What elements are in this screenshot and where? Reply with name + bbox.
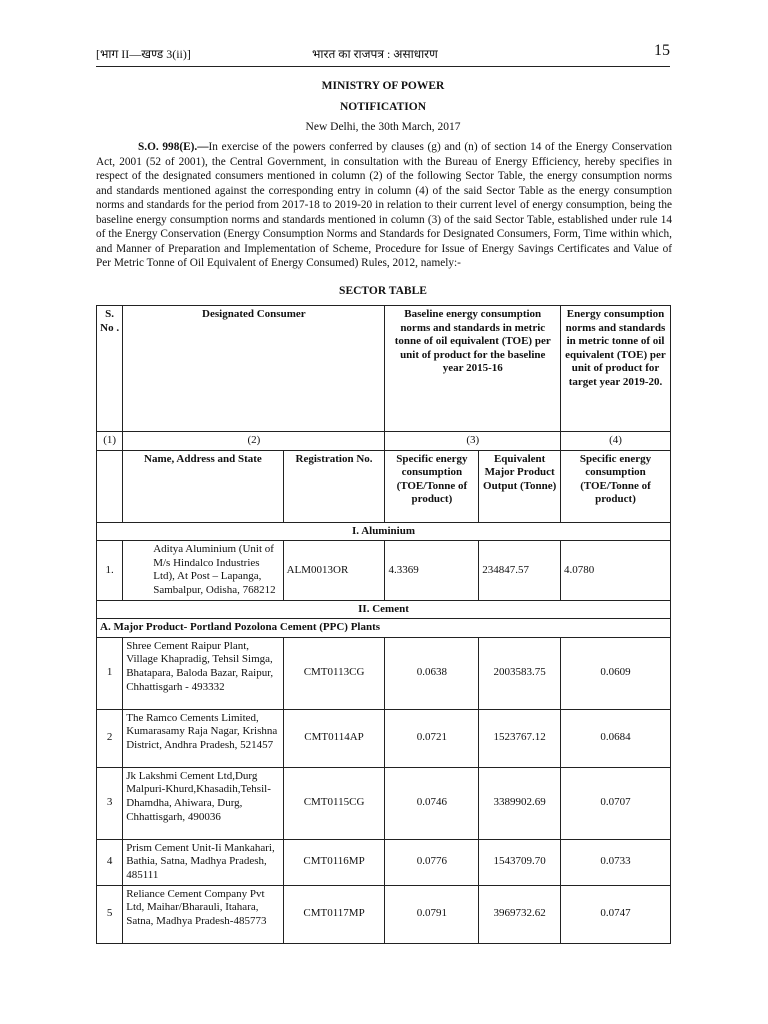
section-cement: II. Cement [97, 600, 671, 619]
cell-name: Shree Cement Raipur Plant, Village Khapradig, Tehsil Simga, Bhatapara, Baloda Bazar, Raipur, Chhattisgarh - 493332 [123, 637, 283, 709]
notification-body: In exercise of the powers conferred by clauses (g) and (n) of section 14 of the Energy Conservation Act, 2001 (52 of 2001), the Central Government, in consultation with the Bureau of Energy Efficiency, hereby specifies in respect of the designated consumers mentioned in column (2) of the following Sector Table, the energy consumption norms and standards mentioned against the corresponding entry in column (4) of the said Sector Table as the energy consumption norms and standards for the period from 2017-18 to 2019-20 in relation to their current level of energy consumption, being the baseline energy consumption norms and standards mentioned in column (3) of the said Sector Table, established under rule 14 of the Energy Conservation (Energy Consumption Norms and Standards for Designated Consumers, Form, Time within which, and Manner of Preparation and Implementation of Scheme, Procedure for Issue of Energy Savings Certificates and Value of Per Metric Tonne of Oil Equivalent of Energy Consumed) Rules, 2012, namely:- [96, 141, 673, 269]
cell-name: Reliance Cement Company Pvt Ltd, Maihar/Bharauli, Itahara, Satna, Madhya Pradesh-485773 [123, 885, 283, 943]
page-header [96, 42, 670, 64]
column-number: (4) [561, 432, 671, 451]
cell-name: Jk Lakshmi Cement Ltd,Durg Malpuri-Khurd,Khasadih,Tehsil-Dhamdha, Ahiwara, Durg, Chhattisgarh, 490036 [123, 767, 283, 839]
cell-output: 1523767.12 [479, 709, 561, 767]
dateline: New Delhi, the 30th March, 2017 [305, 121, 461, 133]
section-row [97, 600, 671, 619]
cell-specific: 0.0746 [385, 767, 479, 839]
table-title: SECTOR TABLE [339, 285, 427, 297]
column-number: (2) [123, 432, 385, 451]
ministry-title: MINISTRY OF POWER [321, 80, 445, 92]
table-row [97, 767, 671, 839]
cell-target: 4.0780 [561, 541, 671, 600]
cell-specific: 0.0776 [385, 839, 479, 885]
subheader-equivalent: Equivalent Major Product Output (Tonne) [479, 450, 561, 522]
notification-title: NOTIFICATION [339, 101, 427, 113]
cell-output: 1543709.70 [479, 839, 561, 885]
table-header-row [97, 306, 671, 432]
cell-target: 0.0707 [561, 767, 671, 839]
cell-registration: CMT0117MP [283, 885, 385, 943]
table-row [97, 541, 671, 600]
cell-target: 0.0733 [561, 839, 671, 885]
cell-registration: CMT0114AP [283, 709, 385, 767]
subsection-row [97, 619, 671, 638]
subheader-target-specific: Specific energy consumption (TOE/Tonne of product) [561, 450, 671, 522]
cell-specific: 0.0638 [385, 637, 479, 709]
header-rule [96, 66, 670, 67]
table-row [97, 637, 671, 709]
header-baseline: Baseline energy consumption norms and standards in metric tonne of oil equivalent (TOE) per unit of product for the baseline year 2015-16 [385, 306, 561, 432]
cell-target: 0.0609 [561, 637, 671, 709]
cell-specific: 0.0791 [385, 885, 479, 943]
table-row [97, 885, 671, 943]
cell-target: 0.0747 [561, 885, 671, 943]
table-row [97, 839, 671, 885]
cell-registration: CMT0116MP [283, 839, 385, 885]
sector-table [96, 305, 671, 944]
cell-target: 0.0684 [561, 709, 671, 767]
cell-registration: CMT0115CG [283, 767, 385, 839]
column-number-row [97, 432, 671, 451]
page-number: 15 [654, 42, 670, 59]
column-number: (3) [385, 432, 561, 451]
header-designated-consumer: Designated Consumer [123, 306, 385, 432]
cell-sno: 4 [97, 839, 123, 885]
cell-sno: 1 [97, 637, 123, 709]
cell-output: 3389902.69 [479, 767, 561, 839]
table-row [97, 709, 671, 767]
order-number: S.O. 998(E).— [138, 141, 209, 153]
cell-output: 234847.57 [479, 541, 561, 600]
cell-output: 3969732.62 [479, 885, 561, 943]
cell-name: The Ramco Cements Limited, Kumarasamy Raja Nagar, Krishna District, Andhra Pradesh, 521457 [123, 709, 283, 767]
subsection-ppc: A. Major Product- Portland Pozolona Cement (PPC) Plants [97, 619, 671, 638]
section-row [97, 522, 671, 541]
cell-specific: 4.3369 [385, 541, 479, 600]
subheader-row [97, 450, 671, 522]
cell-registration: ALM0013OR [283, 541, 385, 600]
subheader-specific: Specific energy consumption (TOE/Tonne of product) [385, 450, 479, 522]
cell-sno: 2 [97, 709, 123, 767]
cell-sno: 1. [97, 541, 123, 600]
subheader-blank [97, 450, 123, 522]
cell-specific: 0.0721 [385, 709, 479, 767]
subheader-name: Name, Address and State [123, 450, 283, 522]
cell-registration: CMT0113CG [283, 637, 385, 709]
cell-name: Prism Cement Unit-Ii Mankahari, Bathia, Satna, Madhya Pradesh, 485111 [123, 839, 283, 885]
subheader-registration: Registration No. [283, 450, 385, 522]
section-aluminium: I. Aluminium [97, 522, 671, 541]
header-sno: S. No . [97, 306, 123, 432]
header-target: Energy consumption norms and standards in metric tonne of oil equivalent (TOE) per unit of product for target year 2019-20. [561, 306, 671, 432]
header-part-section: [भाग II—खण्ड 3(ii)] [96, 47, 191, 61]
cell-output: 2003583.75 [479, 637, 561, 709]
header-gazette-title: भारत का राजपत्र : असाधारण [312, 47, 438, 61]
notification-paragraph [96, 140, 672, 271]
cell-sno: 3 [97, 767, 123, 839]
cell-sno: 5 [97, 885, 123, 943]
cell-name: Aditya Aluminium (Unit of M/s Hindalco Industries Ltd), At Post – Lapanga, Sambalpur, Odisha, 768212 [123, 541, 283, 600]
column-number: (1) [97, 432, 123, 451]
